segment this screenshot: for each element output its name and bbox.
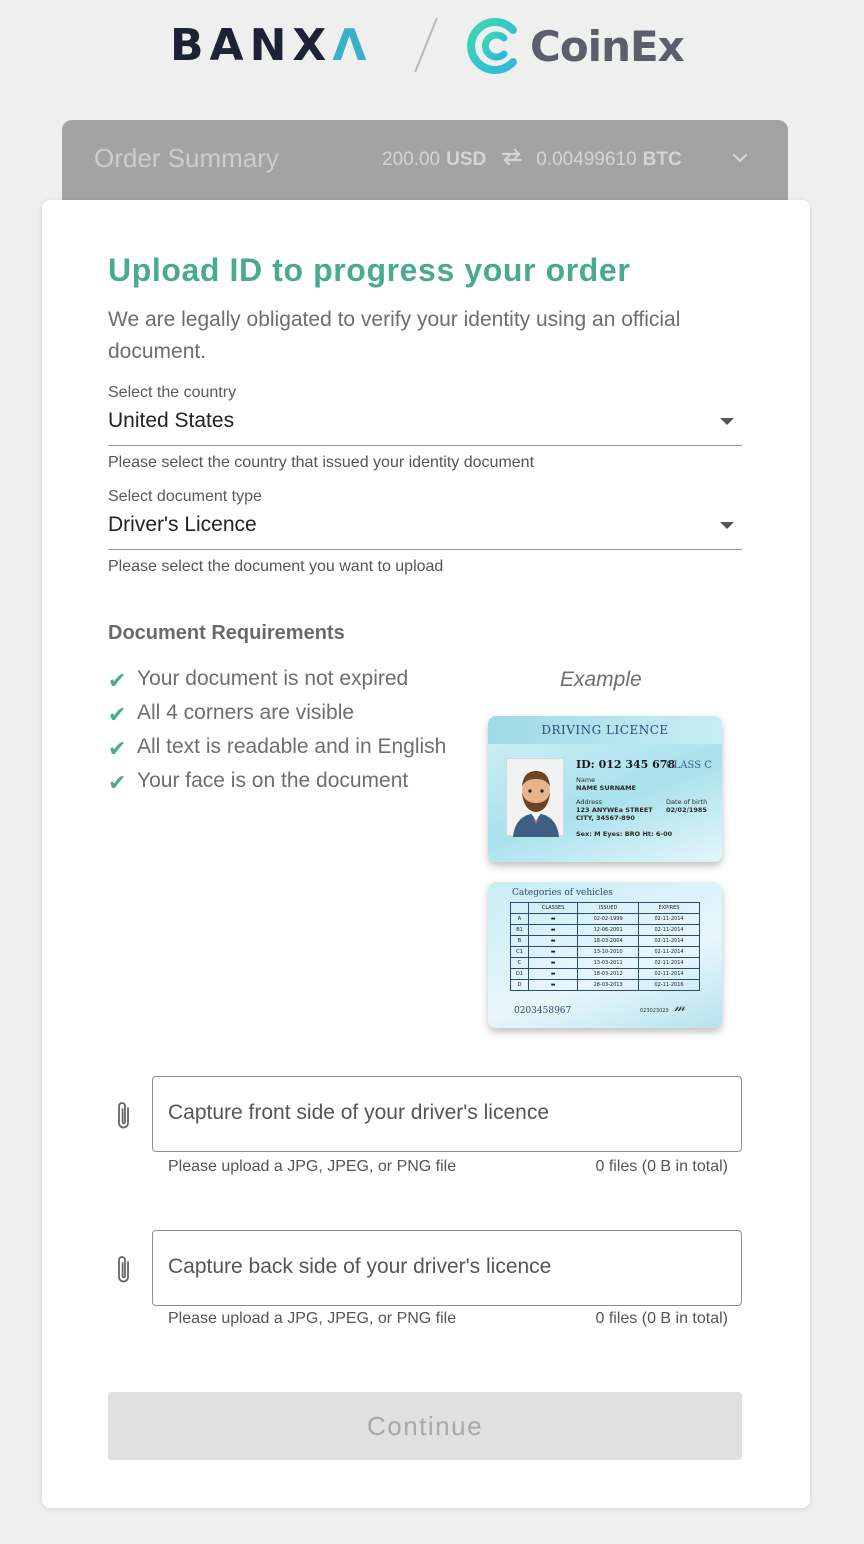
coinex-mark-icon <box>466 16 524 76</box>
vehicle-icon: ▬ <box>529 925 578 936</box>
licence-name: Name NAME SURNAME <box>576 776 636 792</box>
fiat-currency: USD <box>446 149 487 170</box>
requirements-list <box>108 664 448 800</box>
country-label: Select the country <box>108 384 237 401</box>
requirement-text: All 4 corners are visible <box>137 701 355 724</box>
crypto-currency: BTC <box>642 149 682 170</box>
licence-header: DRIVING LICENCE <box>488 716 722 744</box>
requirement-item <box>108 664 448 694</box>
licence-sex-eyes: Sex: M Eyes: BRO Ht: 6-00 <box>576 830 673 838</box>
requirement-item <box>108 766 448 796</box>
example-licence-back <box>488 882 722 1028</box>
licence-dob: Date of birth 02/02/1985 <box>666 798 708 814</box>
requirement-item <box>108 698 448 728</box>
licence-photo <box>506 758 564 836</box>
front-upload-count: 0 files (0 B in total) <box>595 1158 728 1175</box>
example-label: Example <box>560 668 642 691</box>
document-type-label: Select document type <box>108 488 262 505</box>
continue-button[interactable]: Continue <box>108 1392 742 1460</box>
table-row: C1 ▬ 13-10-2010 02-11-2014 <box>511 947 700 958</box>
check-icon: ✔ <box>108 770 127 795</box>
person-avatar-icon <box>507 759 565 837</box>
requirements-title: Document Requirements <box>108 622 345 644</box>
licence-class: CLASS C <box>666 760 712 771</box>
vehicle-icon: ▬ <box>529 936 578 947</box>
licence-address: Address 123 ANYWEa STREET CITY, 34567-890 <box>576 798 653 822</box>
requirement-item <box>108 732 448 762</box>
back-upload-help: Please upload a JPG, JPEG, or PNG file <box>168 1310 457 1327</box>
vehicle-icon: ▬ <box>529 969 578 980</box>
dropdown-arrow-icon <box>720 418 734 425</box>
order-summary-amounts <box>382 148 682 172</box>
table-row: D1 ▬ 18-03-2012 02-11-2014 <box>511 969 700 980</box>
table-row: B ▬ 18-03-2004 02-11-2014 <box>511 936 700 947</box>
fiat-amount: 200.00 <box>382 149 441 170</box>
table-row: D ▬ 28-03-2013 02-11-2016 <box>511 980 700 991</box>
front-upload-input[interactable]: Capture front side of your driver's licence <box>152 1076 742 1152</box>
vehicle-icon: ▬ <box>529 980 578 991</box>
licence-back-number: 0203458967 <box>514 1006 572 1016</box>
paperclip-icon <box>114 1254 134 1286</box>
country-select[interactable] <box>108 408 742 446</box>
requirement-text: Your face is on the document <box>137 769 409 792</box>
vehicle-icon: ▬ <box>529 914 578 925</box>
page-subtitle: We are legally obligated to verify your identity using an official document. <box>108 308 681 363</box>
page-title: Upload ID to progress your order <box>108 252 631 288</box>
header-logos <box>0 0 864 96</box>
licence-categories-table <box>510 902 700 991</box>
crypto-amount: 0.00499610 <box>536 149 637 170</box>
table-row: B1 ▬ 12-06-2001 02-11-2014 <box>511 925 700 936</box>
upload-id-card <box>42 200 810 1508</box>
licence-back-code: 023023023 <box>640 1008 669 1014</box>
requirement-text: All text is readable and in English <box>137 735 447 758</box>
back-upload-input[interactable]: Capture back side of your driver's licence <box>152 1230 742 1306</box>
back-upload-count: 0 files (0 B in total) <box>595 1310 728 1327</box>
licence-id-number: ID: 012 345 678 <box>576 758 676 771</box>
dropdown-arrow-icon <box>720 522 734 529</box>
check-icon: ✔ <box>108 702 127 727</box>
check-icon: ✔ <box>108 668 127 693</box>
example-licence-front <box>488 716 722 862</box>
requirement-text: Your document is not expired <box>137 667 409 690</box>
vehicle-icon: ▬ <box>529 947 578 958</box>
paperclip-icon <box>114 1100 134 1132</box>
table-header-row: CLASSES ISSUED EXPIRES <box>511 903 700 914</box>
banxa-logo: BANXΛ <box>170 20 373 71</box>
document-type-field <box>108 488 742 576</box>
order-summary-title: Order Summary <box>94 143 279 173</box>
coinex-logo-text: CoinEx <box>530 22 684 71</box>
front-upload-help: Please upload a JPG, JPEG, or PNG file <box>168 1158 457 1175</box>
document-type-select[interactable] <box>108 512 742 550</box>
country-value: United States <box>108 409 235 432</box>
country-field <box>108 384 742 472</box>
vehicle-icon: ▬ <box>529 958 578 969</box>
document-type-value: Driver's Licence <box>108 513 257 536</box>
country-help: Please select the country that issued your identity document <box>108 454 535 471</box>
check-icon: ✔ <box>108 736 127 761</box>
table-row: C ▬ 13-03-2011 02-11-2014 <box>511 958 700 969</box>
licence-back-title: Categories of vehicles <box>512 888 613 898</box>
document-type-help: Please select the document you want to upload <box>108 558 444 575</box>
swap-arrows-icon <box>500 148 524 172</box>
chevron-down-icon[interactable] <box>732 152 748 164</box>
logo-separator <box>414 18 438 73</box>
licence-signature: 𝓂 <box>674 1000 686 1015</box>
table-row: A ▬ 02-02-1999 02-11-2014 <box>511 914 700 925</box>
